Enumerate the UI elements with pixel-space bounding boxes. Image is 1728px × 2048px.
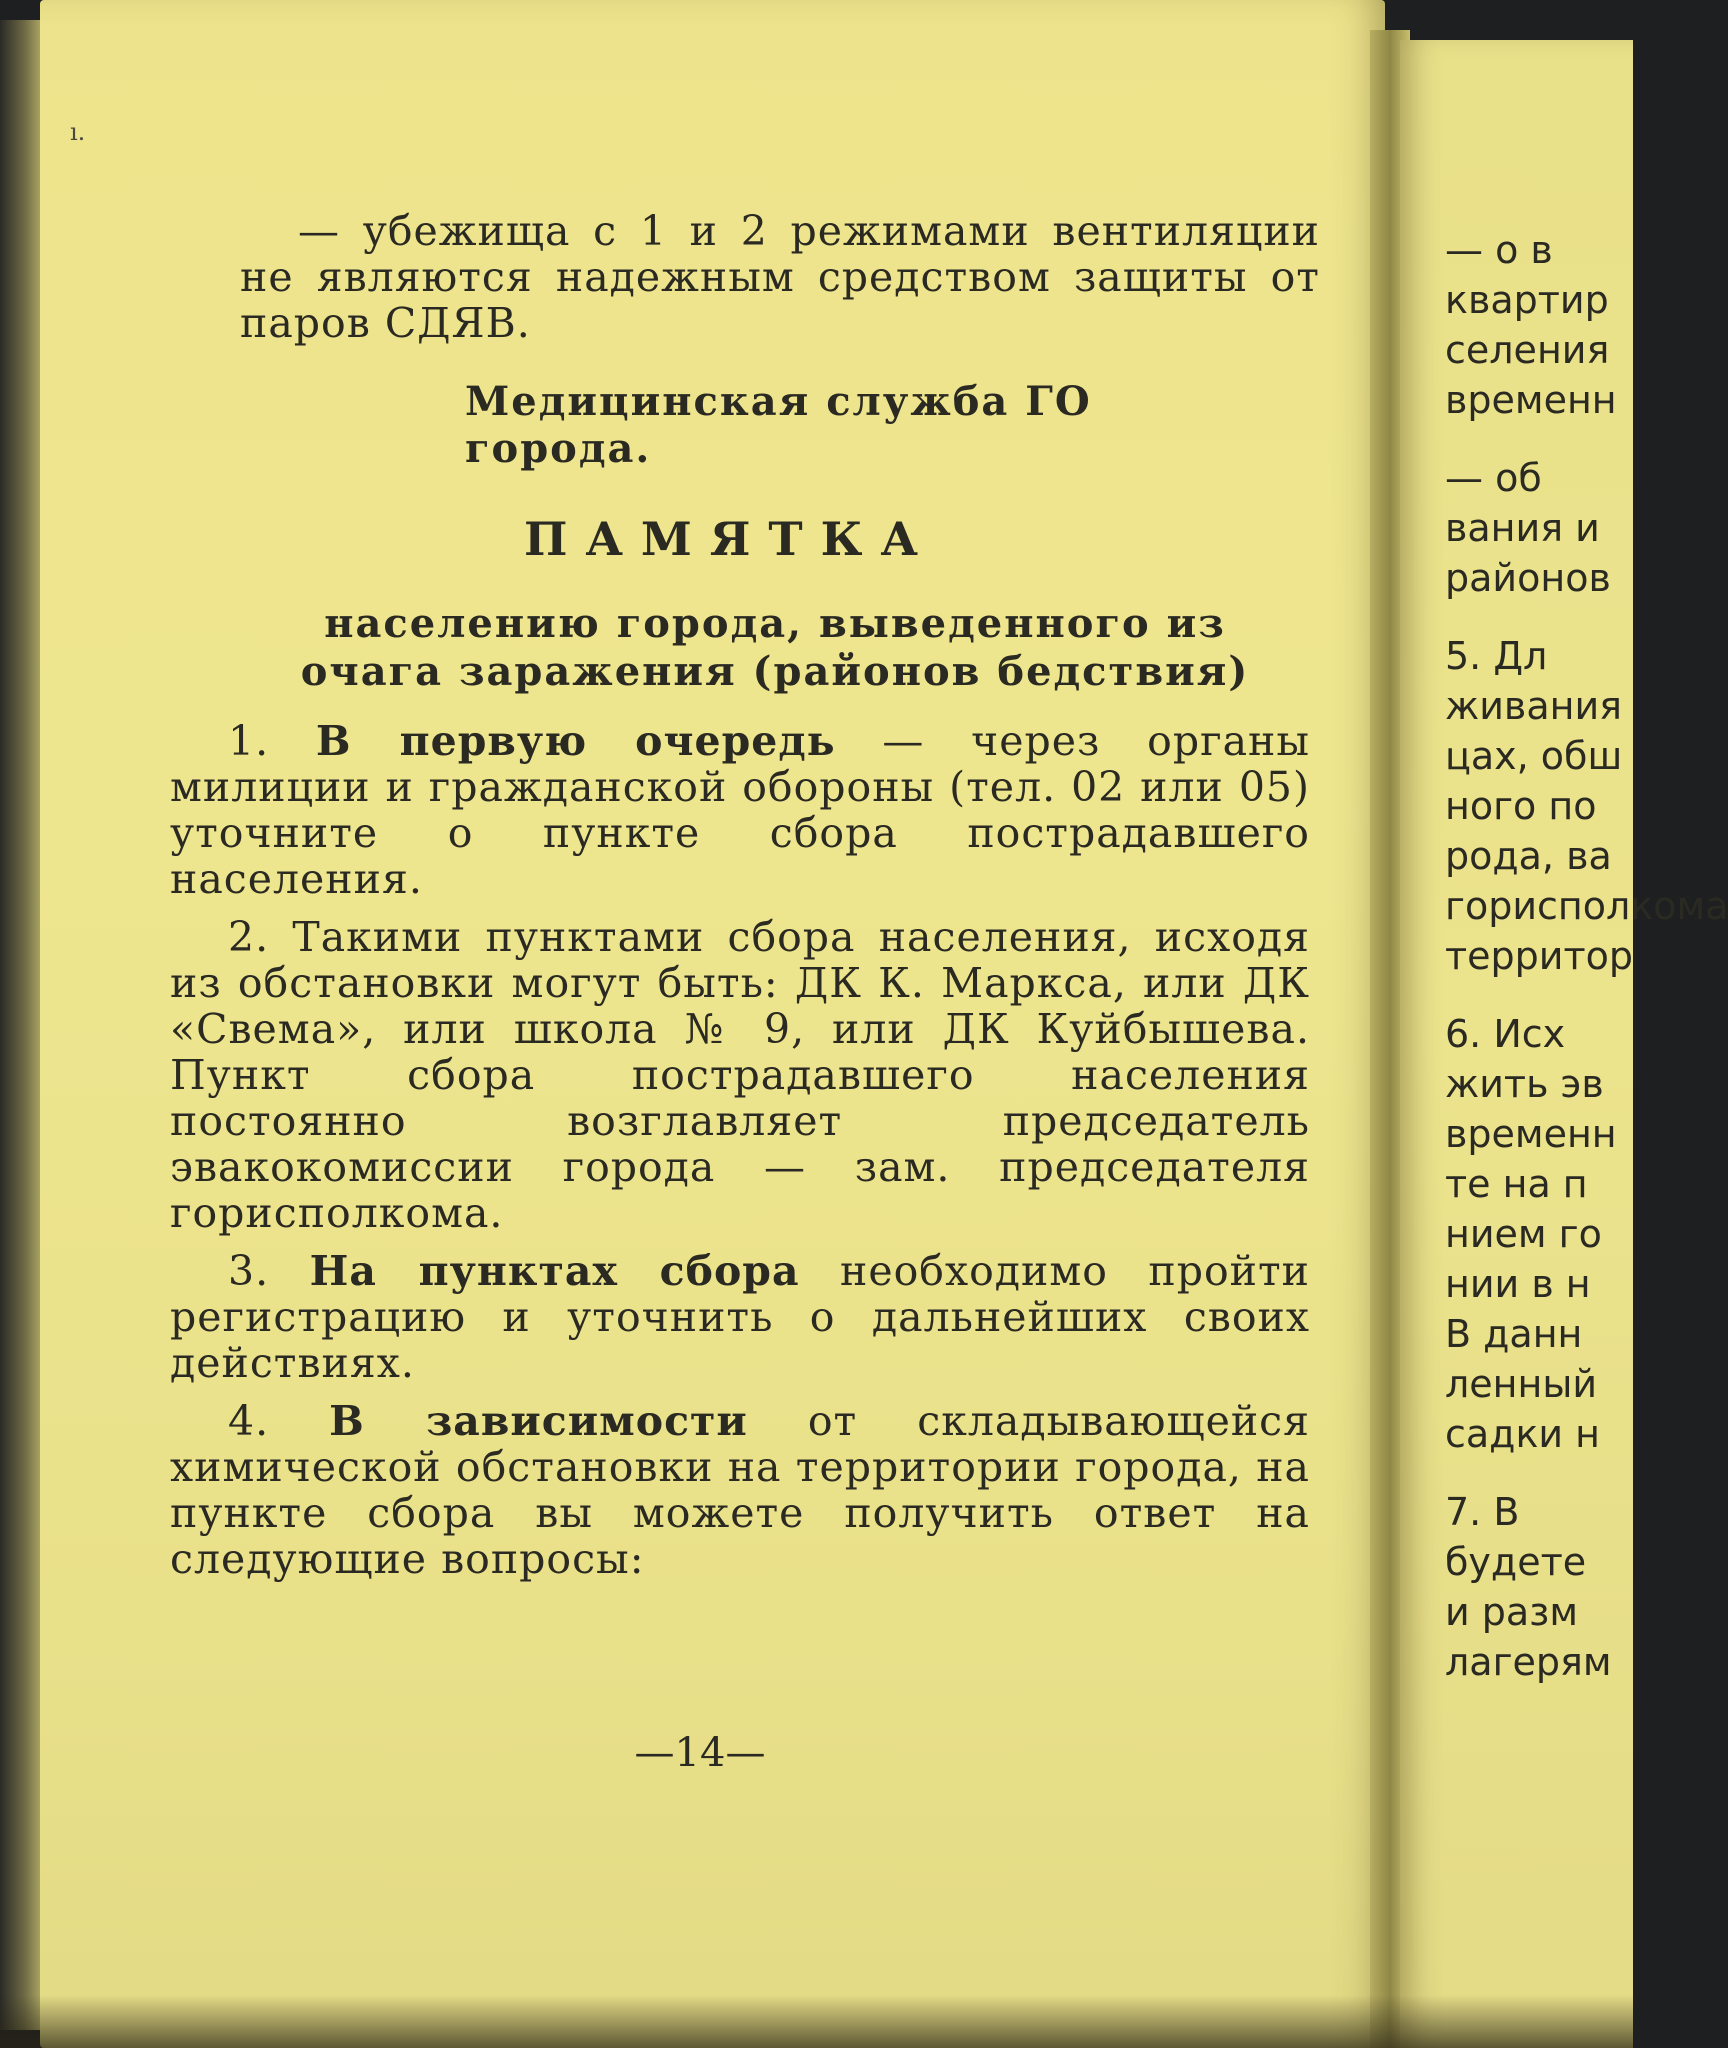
right-page-line: В данн: [1445, 1312, 1583, 1356]
right-page-text: [1445, 225, 1728, 1687]
right-page-gap: [1445, 603, 1705, 631]
right-page-gap: [1445, 981, 1705, 1009]
item-text: Такими пунктами сбора населения, исходя из обстановки могут быть: ДК К. Маркса, или ДК «Свема», или школа № 9, или ДК Куйбышева. Пункт сбора пострадавшего населения постоянно возглавляет председатель эвакокомиссии города — зам. председателя горисполкома.: [170, 913, 1310, 1237]
signature: Медицинская служба ГО города.: [465, 378, 1092, 472]
page-number: —14—: [634, 1730, 766, 1776]
item-lead: В первую очередь: [315, 717, 836, 765]
item-lead: На пунктах сбора: [309, 1247, 800, 1295]
table-edge-shadow: [0, 1995, 1633, 2048]
item-number: 2.: [228, 913, 270, 961]
right-page-line: временн: [1445, 378, 1617, 422]
right-page-line: 5. Дл: [1445, 634, 1548, 678]
memo-items: [170, 718, 1310, 1594]
item-number: 1.: [228, 717, 270, 765]
page-subtitle: населению города, выведенного из очага заражения (районов бедствия): [300, 600, 1250, 695]
item-text: от складывающейся химической обстановки на территории города, на пункте сбора вы можете получить ответ на следующие вопросы:: [170, 1397, 1310, 1583]
right-page-line: лагерям: [1445, 1640, 1612, 1684]
item-number: 3.: [228, 1247, 270, 1295]
right-page-line: ленный: [1445, 1362, 1598, 1406]
right-page-line: горисполкома: [1445, 884, 1728, 928]
memo-item-4: [170, 1398, 1310, 1582]
right-page-line: вания и: [1445, 506, 1600, 550]
right-page-line: будете: [1445, 1540, 1587, 1584]
memo-item-1: [170, 718, 1310, 902]
right-page-line: садки н: [1445, 1412, 1601, 1456]
right-page-line: временн: [1445, 1112, 1617, 1156]
right-page-line: ного по: [1445, 784, 1597, 828]
right-page-gap: [1445, 1459, 1705, 1487]
item-text: — через органы милиции и гражданской обороны (тел. 02 или 05) уточните о пункте сбора пострадавшего населения.: [170, 717, 1310, 903]
right-page-line: 6. Исх: [1445, 1012, 1566, 1056]
memo-item-2: [170, 914, 1310, 1236]
right-page-line: квартир: [1445, 278, 1609, 322]
page-title: ПАМЯТКА: [524, 512, 936, 566]
margin-mark: ı.: [70, 118, 86, 146]
item-lead: В зависимости: [329, 1397, 748, 1445]
right-page-line: рода, ва: [1445, 834, 1612, 878]
right-page-line: цах, обш: [1445, 734, 1623, 778]
right-page-line: — об: [1445, 456, 1542, 500]
right-page-line: и разм: [1445, 1590, 1579, 1634]
right-page-line: те на п: [1445, 1162, 1588, 1206]
right-page-line: нии в н: [1445, 1262, 1591, 1306]
right-page-line: территор: [1445, 934, 1633, 978]
right-page-line: жить эв: [1445, 1062, 1604, 1106]
right-page-line: — о в: [1445, 228, 1553, 272]
right-page-line: живания: [1445, 684, 1623, 728]
intro-paragraph: [240, 208, 1320, 346]
intro-text: — убежища с 1 и 2 режимами вентиляции не являются надежным средством защиты от паров СДЯВ.: [240, 207, 1320, 347]
right-page-gap: [1445, 425, 1705, 453]
right-page-line: нием го: [1445, 1212, 1602, 1256]
right-page-line: районов: [1445, 556, 1611, 600]
memo-item-3: [170, 1248, 1310, 1386]
item-text: необходимо пройти регистрацию и уточнить о дальнейших своих действиях.: [170, 1247, 1310, 1387]
right-page-line: 7. В: [1445, 1490, 1520, 1534]
right-page-line: селения: [1445, 328, 1610, 372]
item-number: 4.: [228, 1397, 270, 1445]
